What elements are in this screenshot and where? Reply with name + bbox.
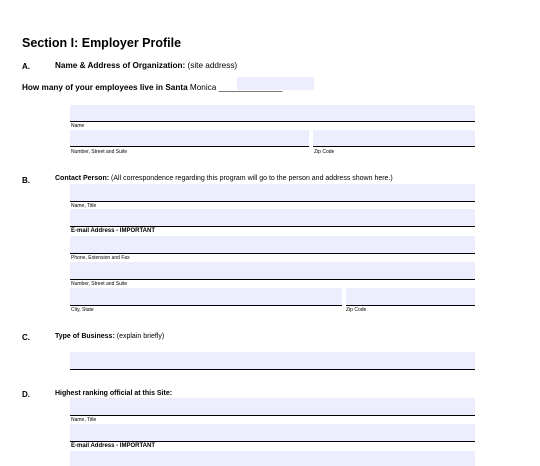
official-email-label: E-mail Address - IMPORTANT <box>71 443 156 449</box>
contact-zip-label: Zip Code <box>346 307 367 313</box>
employees-count-line: ______________ <box>218 83 283 92</box>
organization-zip-label: Zip Code <box>314 149 335 155</box>
contact-city-field[interactable] <box>70 288 342 306</box>
section-c-question <box>55 333 164 340</box>
section-b-letter: B. <box>22 176 30 185</box>
section-a-question-normal: (site address) <box>187 61 238 70</box>
section-c-letter: C. <box>22 333 30 342</box>
section-a-question <box>55 61 237 70</box>
employees-question <box>22 83 282 92</box>
contact-street-label: Number, Street and Suite <box>71 281 128 287</box>
section-c-question-bold: Type of Business: <box>55 333 115 340</box>
official-name-field[interactable] <box>70 398 475 416</box>
organization-street-label: Number, Street and Suite <box>71 149 128 155</box>
section-d-question-bold: Highest ranking official at this Site: <box>55 390 173 397</box>
section-b-question-normal: (All correspondence regarding this program will go to the person and address shown here.) <box>111 175 393 182</box>
contact-phone-field[interactable] <box>70 236 475 254</box>
section-title: Section I: Employer Profile <box>22 36 182 50</box>
organization-zip-field[interactable] <box>313 130 475 147</box>
contact-name-field[interactable] <box>70 184 475 202</box>
section-a-question-bold: Name & Address of Organization: <box>55 61 186 70</box>
official-extra-field[interactable] <box>70 451 475 466</box>
contact-zip-field[interactable] <box>346 288 475 306</box>
official-email-field[interactable] <box>70 424 475 442</box>
organization-street-field[interactable] <box>70 130 309 147</box>
section-b-question <box>55 175 393 182</box>
section-d-letter: D. <box>22 390 30 399</box>
organization-name-field[interactable] <box>70 105 475 122</box>
contact-name-label: Name, Title <box>71 203 97 209</box>
employees-question-bold: How many of your employees live in Santa <box>22 83 188 92</box>
contact-email-label: E-mail Address - IMPORTANT <box>71 228 156 234</box>
official-name-label: Name, Title <box>71 417 97 423</box>
contact-phone-label: Phone, Extension and Fax <box>71 255 130 261</box>
business-type-field[interactable] <box>70 352 475 370</box>
organization-name-label: Name <box>71 123 85 129</box>
contact-email-field[interactable] <box>70 209 475 227</box>
section-b-question-bold: Contact Person: <box>55 175 110 182</box>
section-a-letter: A. <box>22 62 30 71</box>
contact-street-field[interactable] <box>70 262 475 280</box>
contact-city-label: City, State <box>71 307 94 313</box>
section-c-question-normal: (explain briefly) <box>116 333 165 340</box>
section-d-question <box>55 390 172 397</box>
employees-question-normal: Monica <box>189 83 217 92</box>
